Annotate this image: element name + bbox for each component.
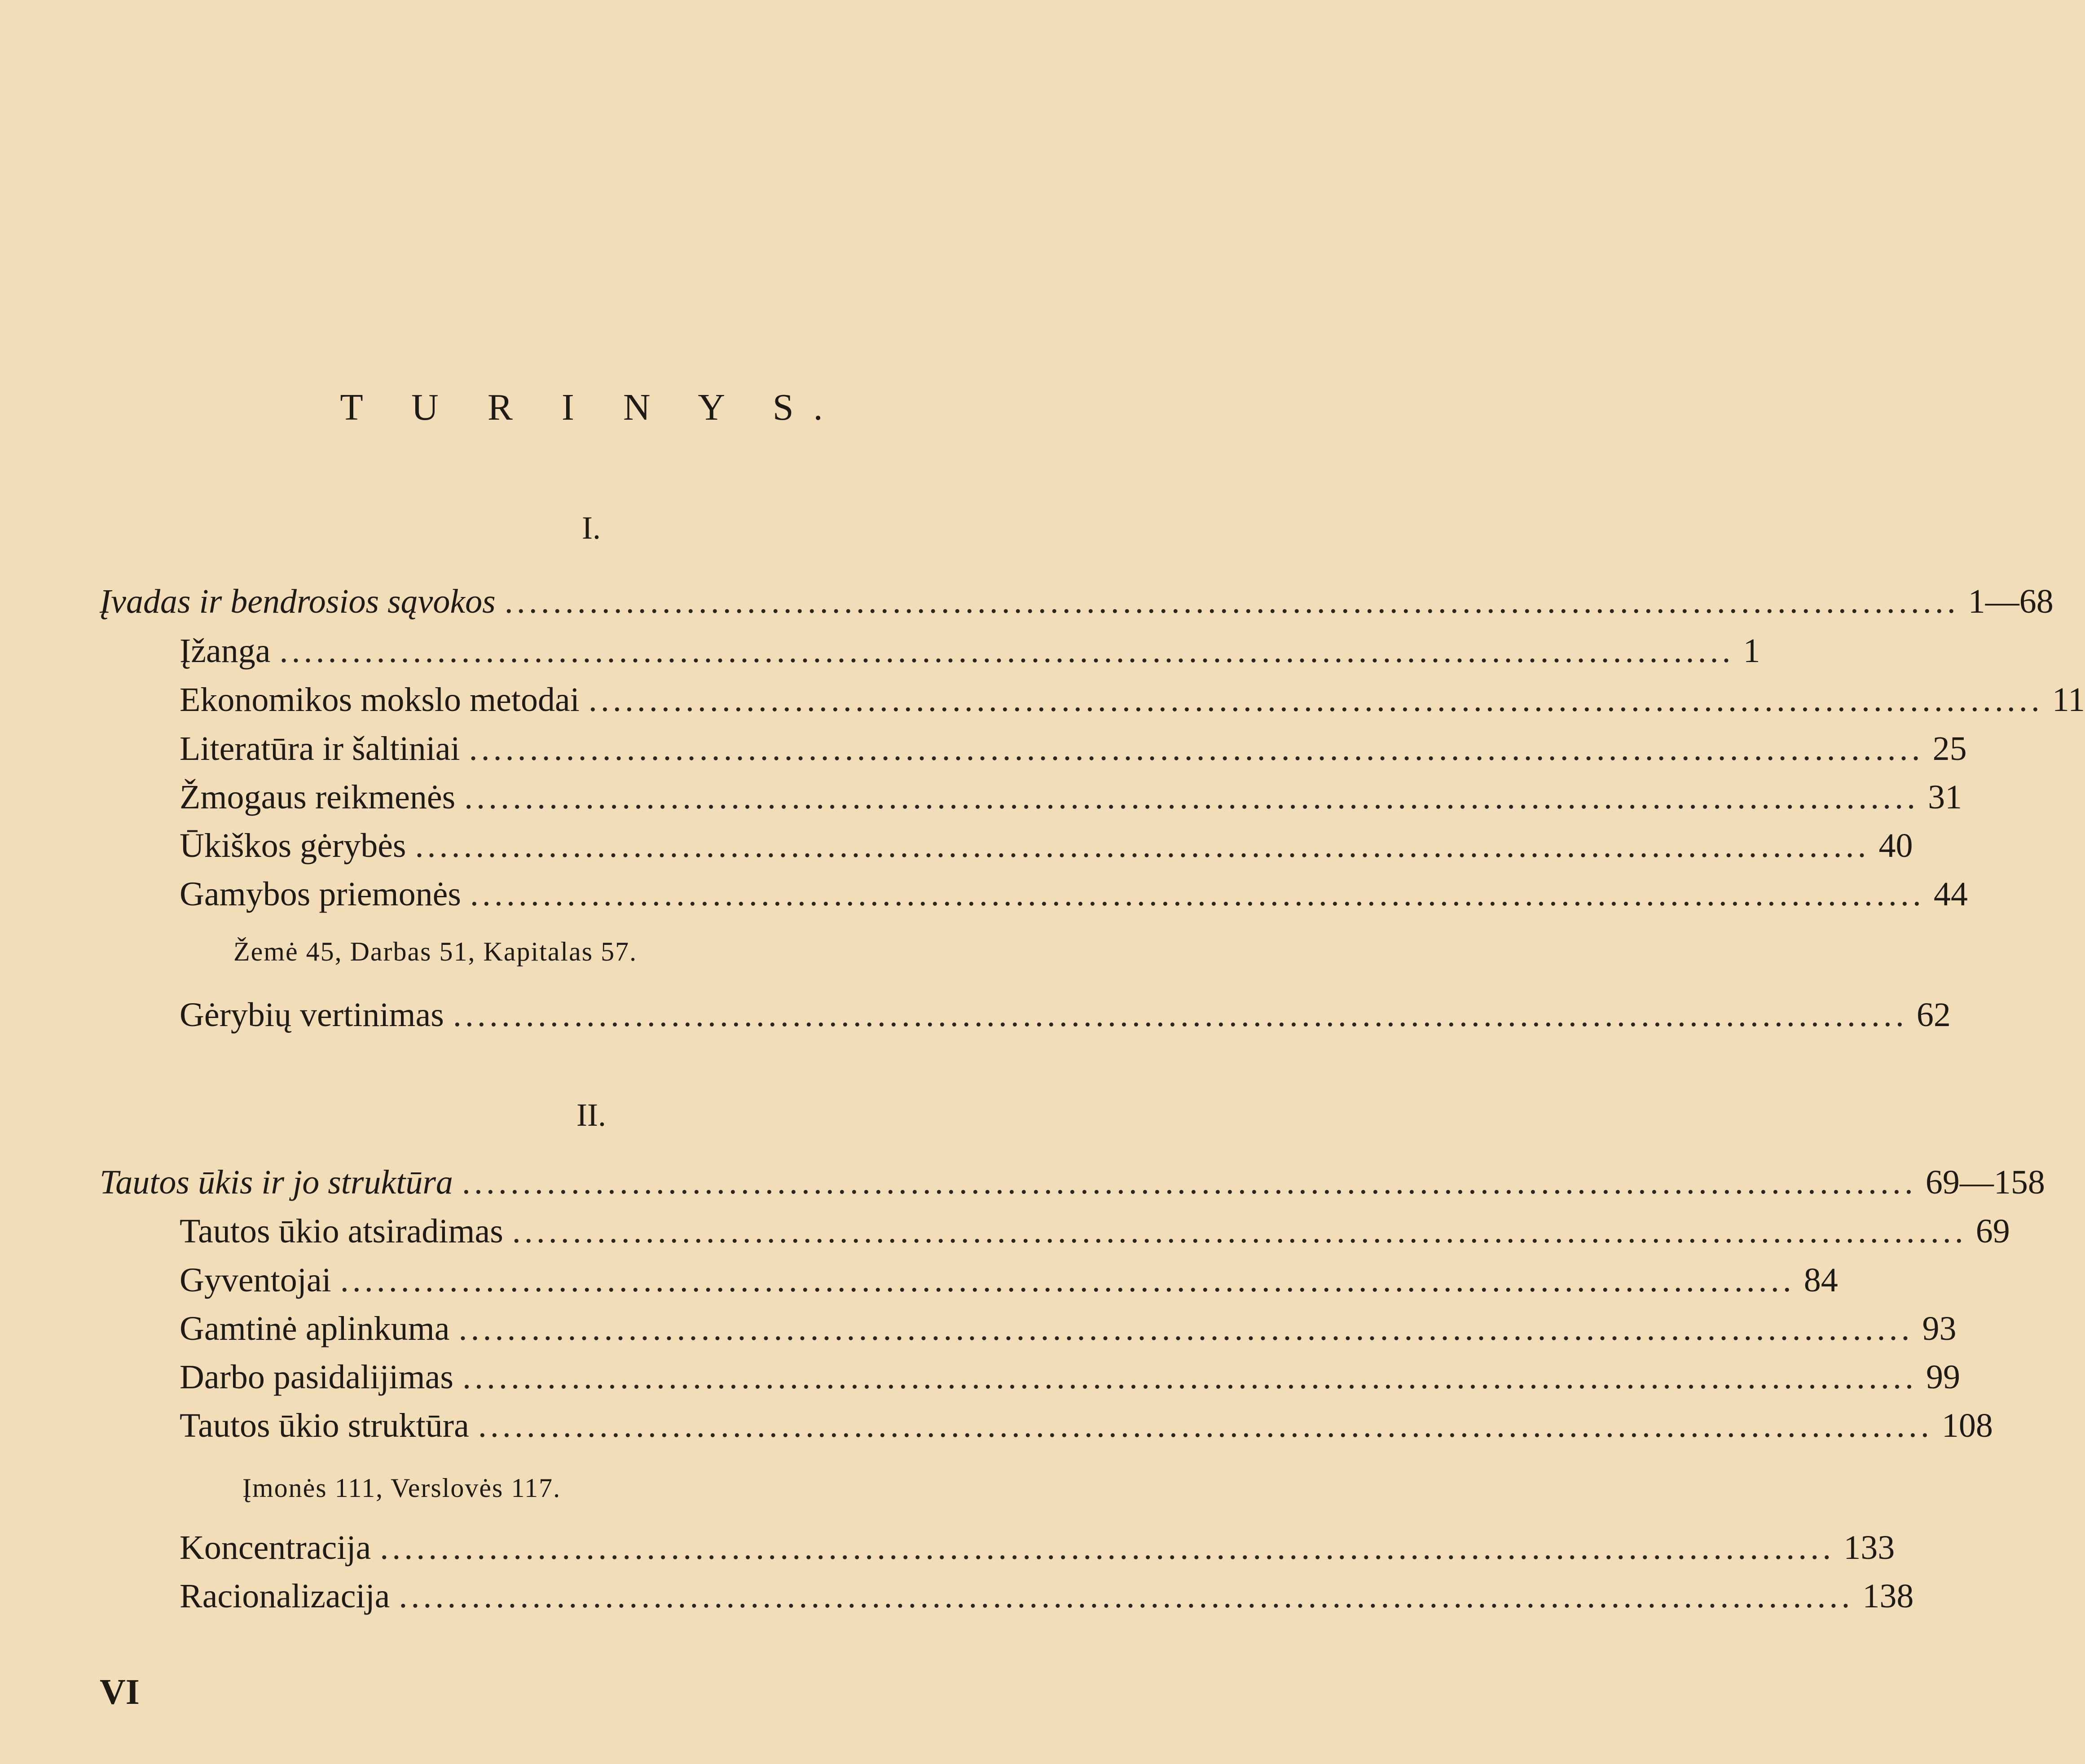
page-number: 93 bbox=[1922, 1310, 1957, 1347]
dot-leader: ........................................................................................................................ bbox=[458, 1310, 1913, 1347]
toc-entry bbox=[180, 1212, 2010, 1250]
entry-title: Ūkiškos gėrybės bbox=[180, 827, 406, 864]
page-range: 1—68 bbox=[1968, 583, 2054, 620]
entry-title: Darbo pasidalijimas bbox=[180, 1358, 453, 1396]
part-numeral-1: I. bbox=[582, 510, 601, 546]
entry-title: Gamybos priemonės bbox=[180, 875, 461, 913]
dot-leader: ........................................................................................................................ bbox=[453, 996, 1908, 1034]
toc-entry bbox=[180, 1577, 1914, 1615]
page-number: 108 bbox=[1941, 1407, 1993, 1444]
entry-title: Ekonomikos mokslo metodai bbox=[180, 681, 580, 719]
toc-entry bbox=[180, 1407, 1993, 1444]
page-number: 99 bbox=[1926, 1358, 1960, 1396]
toc-entry bbox=[180, 827, 1913, 864]
part-numeral-2: II. bbox=[576, 1097, 606, 1133]
chapter-title: Įvadas ir bendrosios sąvokos bbox=[100, 583, 496, 620]
page-number: 1 bbox=[1743, 632, 1760, 670]
entry-title: Gėrybių vertinimas bbox=[180, 996, 444, 1034]
page-number: 44 bbox=[1933, 875, 1968, 913]
toc-entry bbox=[180, 996, 1951, 1034]
page-number: 31 bbox=[1928, 778, 1962, 816]
page-number: 138 bbox=[1862, 1577, 1914, 1615]
page-number: 11 bbox=[2052, 681, 2085, 719]
subtopic-line: Įmonės 111, Verslovės 117. bbox=[242, 1473, 561, 1503]
entry-title: Koncentracija bbox=[180, 1529, 371, 1567]
chapter-title: Tautos ūkis ir jo struktūra bbox=[100, 1163, 453, 1201]
toc-entry bbox=[180, 875, 1968, 913]
dot-leader: ........................................................................................................................ bbox=[415, 827, 1870, 864]
entry-title: Įžanga bbox=[180, 632, 271, 670]
chapter-entry-2 bbox=[100, 1163, 2045, 1201]
toc-entry bbox=[180, 1529, 1895, 1567]
subtopic-line: Žemė 45, Darbas 51, Kapitalas 57. bbox=[233, 937, 638, 966]
page-title: T U R I N Y S. bbox=[340, 386, 843, 428]
toc-entry bbox=[180, 778, 1962, 816]
dot-leader: ........................................................................................................................ bbox=[512, 1212, 1967, 1250]
chapter-entry-1 bbox=[100, 583, 2054, 620]
dot-leader: ........................................................................................................................ bbox=[470, 875, 1925, 913]
page-range: 69—158 bbox=[1925, 1163, 2045, 1201]
toc-entry bbox=[180, 681, 2085, 719]
entry-title: Racionalizacija bbox=[180, 1577, 390, 1615]
dot-leader: ........................................................................................................................ bbox=[340, 1261, 1795, 1299]
page-number: 25 bbox=[1932, 730, 1967, 768]
page-folio: VI bbox=[100, 1672, 140, 1712]
entry-title: Tautos ūkio struktūra bbox=[180, 1407, 469, 1444]
entry-title: Žmogaus reikmenės bbox=[180, 778, 456, 816]
toc-entry bbox=[180, 632, 1760, 670]
dot-leader: ........................................................................................................................ bbox=[504, 583, 1959, 620]
page-number: 40 bbox=[1878, 827, 1913, 864]
dot-leader: ........................................................................................................................ bbox=[478, 1407, 1933, 1444]
dot-leader: ........................................................................................................................ bbox=[462, 1163, 1917, 1201]
toc-entry bbox=[180, 730, 1967, 768]
toc-entry bbox=[180, 1358, 1960, 1396]
dot-leader: ........................................................................................................................ bbox=[462, 1358, 1917, 1396]
entry-title: Literatūra ir šaltiniai bbox=[180, 730, 460, 768]
page-number: 133 bbox=[1843, 1529, 1895, 1567]
dot-leader: ........................................................................................................................ bbox=[380, 1529, 1835, 1567]
entry-title: Gamtinė aplinkuma bbox=[180, 1310, 450, 1347]
entry-title: Tautos ūkio atsiradimas bbox=[180, 1212, 503, 1250]
dot-leader: ........................................................................................................................ bbox=[464, 778, 1919, 816]
entry-title: Gyventojai bbox=[180, 1261, 331, 1299]
page-number: 84 bbox=[1803, 1261, 1838, 1299]
page-number: 69 bbox=[1975, 1212, 2010, 1250]
toc-entry bbox=[180, 1310, 1957, 1347]
toc-entry bbox=[180, 1261, 1838, 1299]
dot-leader: ........................................................................................................................ bbox=[399, 1577, 1854, 1615]
dot-leader: ........................................................................................................................ bbox=[469, 730, 1924, 768]
dot-leader: ........................................................................................................................ bbox=[588, 681, 2043, 719]
dot-leader: ........................................................................................................................ bbox=[279, 632, 1734, 670]
page-number: 62 bbox=[1916, 996, 1951, 1034]
